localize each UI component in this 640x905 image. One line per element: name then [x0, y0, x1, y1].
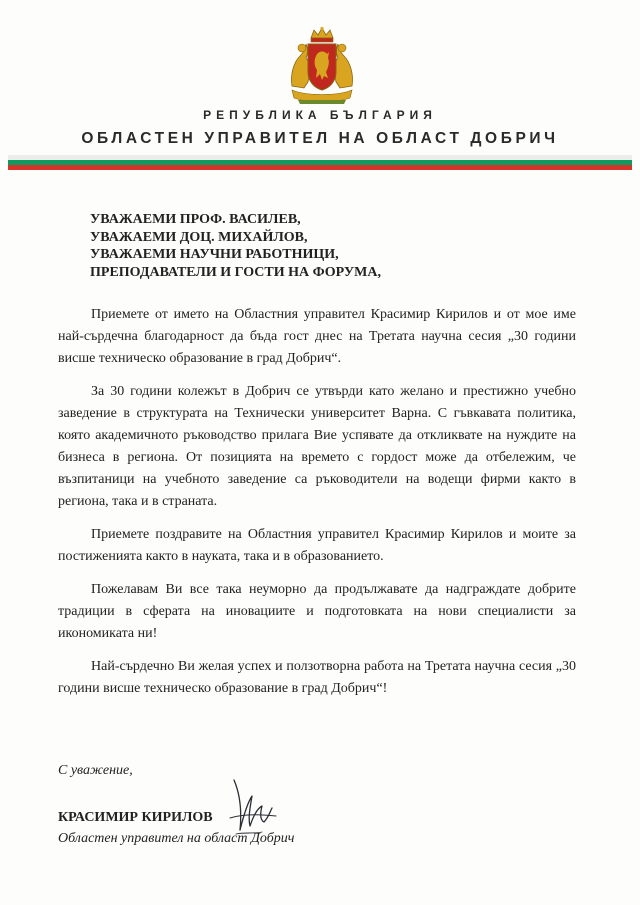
national-flag-stripe [8, 155, 632, 170]
addressee-line: УВАЖАЕМИ НАУЧНИ РАБОТНИЦИ, [90, 247, 339, 262]
body-paragraph: Пожелавам Ви все така неуморно да продължавате да надграждате добрите традиции в сферата на иновациите и подготовката на нови специалисти за икономиката ни! [58, 582, 576, 641]
body-paragraph: Приемете поздравите на Областния управител Красимир Кирилов и моите за постиженията както в науката, така и в образованието. [58, 527, 576, 564]
addressee-block [90, 211, 560, 281]
addressee-line: УВАЖАЕМИ ДОЦ. МИХАЙЛОВ, [90, 229, 308, 245]
addressee-line: ПРЕПОДАВАТЕЛИ И ГОСТИ НА ФОРУМА, [90, 264, 381, 280]
header-governor: ОБЛАСТЕН УПРАВИТЕЛ НА ОБЛАСТ ДОБРИЧ [81, 130, 559, 147]
signatory-name: КРАСИМИР КИРИЛОВ [58, 810, 213, 825]
closing-regards: С уважение, [58, 763, 133, 778]
signatory-title: Областен управител на област Добрич [58, 831, 295, 846]
addressee-line: УВАЖАЕМИ ПРОФ. ВАСИЛЕВ, [90, 212, 301, 227]
header-republic: РЕПУБЛИКА БЪЛГАРИЯ [203, 108, 437, 122]
letter-body [58, 304, 576, 711]
handwritten-signature-icon [226, 774, 278, 840]
body-paragraph: Най-сърдечно Ви желая успех и ползотворна работа на Третата научна сесия „30 години висше техническо образование в град Добрич“! [58, 659, 576, 696]
coat-of-arms-icon [286, 26, 358, 106]
body-paragraph: За 30 години колежът в Добрич се утвърди като желано и престижно учебно заведение в структурата на Технически университет Варна. С гъвкавата политика, която академичното ръководство прилага Вие успявате да откликвате на нуждите на бизнеса в региона. От позицията на времето с гордост може да отбележим, че възпитаници на учебното заведение са ръководители на водещи фирми както в региона, така и в страната. [58, 384, 576, 509]
flag-red-band [8, 165, 632, 170]
body-paragraph: Приемете от името на Областния управител Красимир Кирилов и от мое име най-сърдечна благодарност да бъда гост днес на Третата научна сесия „30 години висше техническо образование в град Добрич“. [58, 307, 576, 366]
